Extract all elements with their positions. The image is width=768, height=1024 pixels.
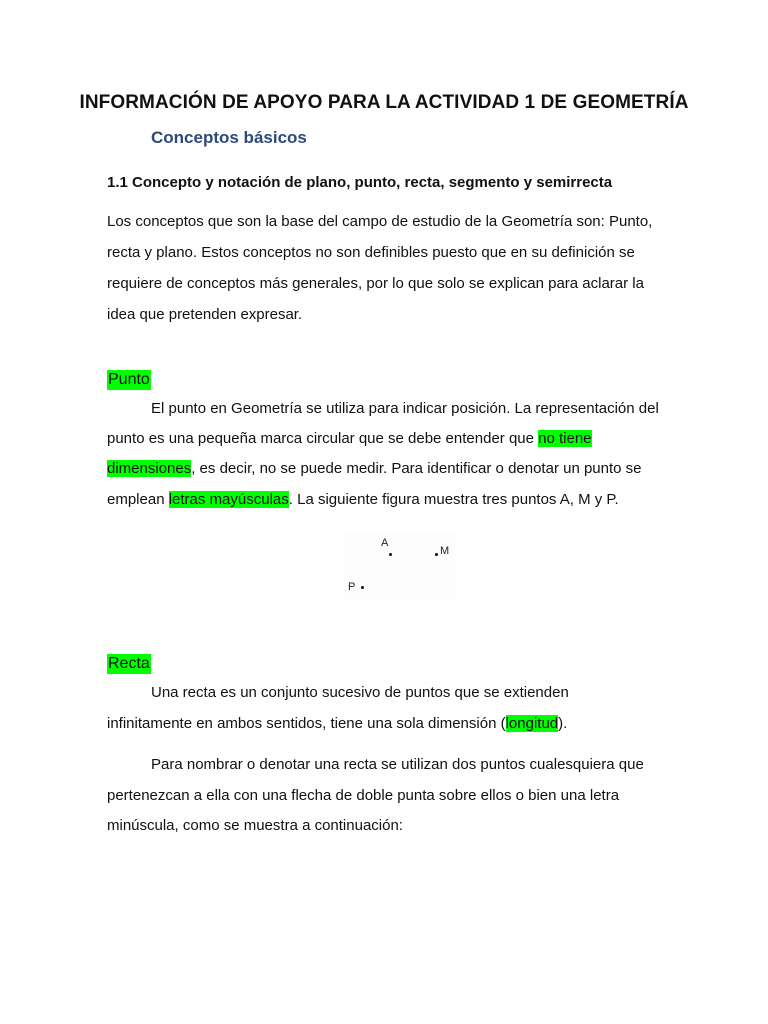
recta-p2-line-2: pertenezcan a ella con una flecha de doble punta sobre ellos o bien una letra bbox=[107, 787, 620, 804]
point-p-dot bbox=[361, 586, 364, 589]
recta-heading: Recta bbox=[108, 655, 150, 672]
punto-line-4-text-post: . La siguiente figura muestra tres puntos A, M y P. bbox=[288, 491, 619, 508]
point-m-dot bbox=[435, 553, 438, 556]
highlight-longitud: longitud bbox=[505, 715, 559, 732]
punto-line-4 bbox=[107, 490, 619, 510]
intro-line-2: recta y plano. Estos conceptos no son definibles puesto que en su definición se bbox=[107, 244, 635, 261]
punto-line-4-text-pre: emplean bbox=[107, 491, 169, 508]
punto-heading: Punto bbox=[108, 371, 150, 388]
point-a-label: A bbox=[381, 537, 389, 549]
punto-line-2-text: punto es una pequeña marca circular que se debe entender que bbox=[107, 430, 539, 447]
recta-line-2-text-post: ). bbox=[558, 715, 568, 732]
document-title: INFORMACIÓN DE APOYO PARA LA ACTIVIDAD 1 DE GEOMETRÍA bbox=[79, 92, 689, 113]
intro-line-1: Los conceptos que son la base del campo de estudio de la Geometría son: Punto, bbox=[107, 213, 653, 230]
highlight-no-tiene: no tiene bbox=[538, 430, 592, 447]
point-p-label: P bbox=[348, 581, 356, 593]
punto-line-1: El punto en Geometría se utiliza para indicar posición. La representación del bbox=[151, 400, 659, 417]
intro-line-3: requiere de conceptos más generales, por lo que solo se explican para aclarar la bbox=[107, 275, 644, 292]
punto-line-3 bbox=[107, 459, 642, 479]
point-m-label: M bbox=[440, 545, 450, 557]
punto-line-3-text: , es decir, no se puede medir. Para identificar o denotar un punto se bbox=[191, 460, 642, 477]
intro-line-4: idea que pretenden expresar. bbox=[107, 306, 303, 323]
recta-line-2 bbox=[107, 714, 567, 734]
document-subtitle: Conceptos básicos bbox=[151, 128, 307, 147]
highlight-dimensiones: dimensiones bbox=[107, 460, 192, 477]
recta-p2-line-3: minúscula, como se muestra a continuación: bbox=[107, 817, 403, 834]
punto-line-2 bbox=[107, 429, 592, 449]
recta-line-2-text-pre: infinitamente en ambos sentidos, tiene una sola dimensión ( bbox=[107, 715, 506, 732]
section-title: 1.1 Concepto y notación de plano, punto, recta, segmento y semirrecta bbox=[107, 174, 613, 191]
highlight-letras-mayusculas: letras mayúsculas bbox=[168, 491, 289, 508]
recta-p2-line-1: Para nombrar o denotar una recta se utilizan dos puntos cualesquiera que bbox=[151, 756, 644, 773]
recta-line-1: Una recta es un conjunto sucesivo de puntos que se extienden bbox=[151, 684, 569, 701]
point-a-dot bbox=[389, 553, 392, 556]
points-figure bbox=[345, 532, 455, 600]
